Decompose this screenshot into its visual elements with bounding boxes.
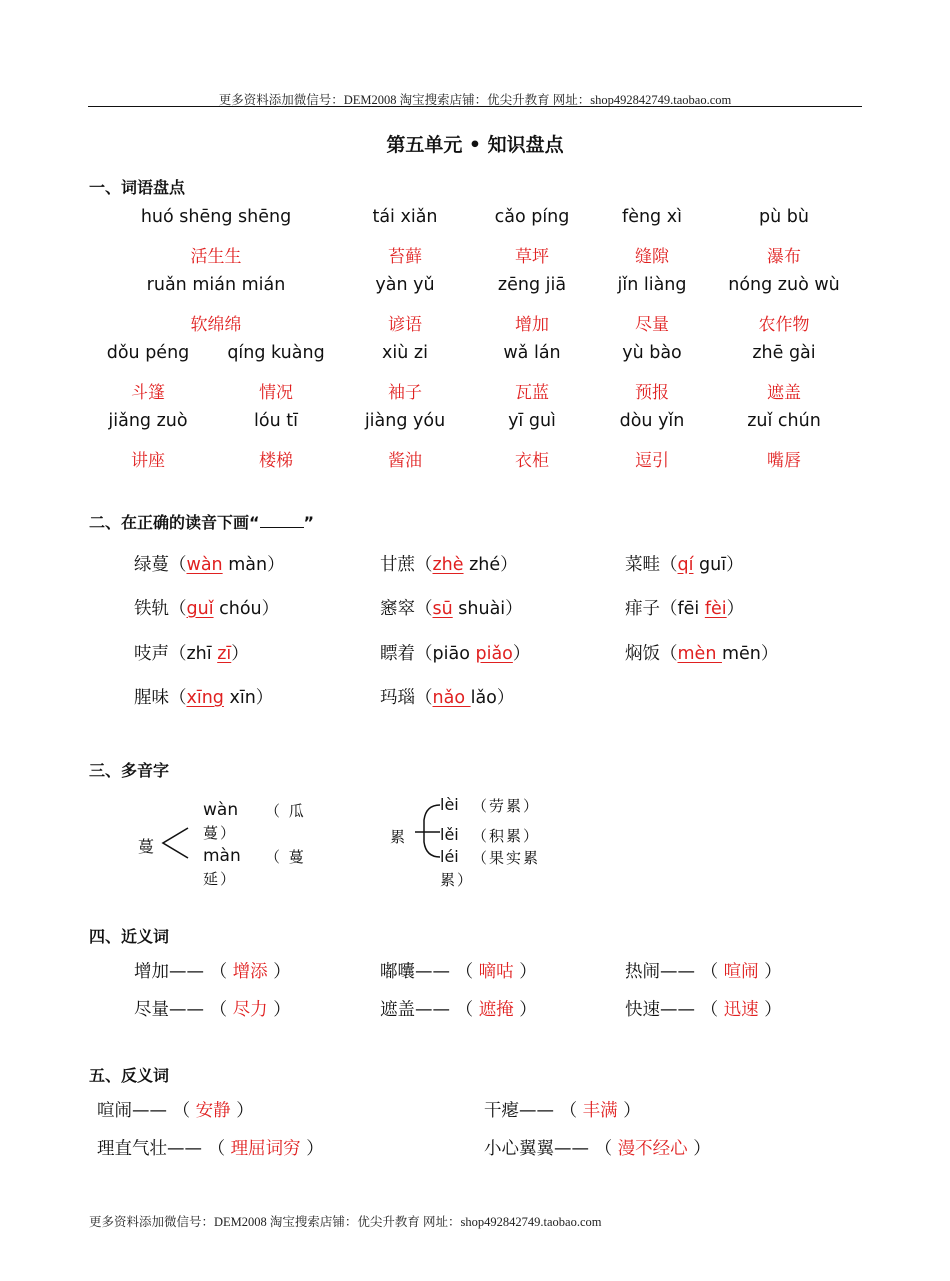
vocab-pinyin: dòu yǐn xyxy=(619,411,685,431)
synonym-word: 增加—— xyxy=(134,962,204,982)
synonym-answer: 嘀咕 xyxy=(478,962,514,982)
vocab-pinyin: huó shēng shēng xyxy=(140,207,292,227)
reading-option: piāo xyxy=(432,644,476,664)
vocab-word: 酱油 xyxy=(388,451,422,471)
reading-word: 菜畦（ xyxy=(625,555,678,575)
reading-item xyxy=(625,595,744,620)
page-header: 更多资料添加微信号：DEM2008 淘宝搜索店铺：优尖升教育 网址：shop492842749.taobao.com xyxy=(218,93,732,107)
reading-option: mēn） xyxy=(721,644,779,664)
vocab-pinyin: jiàng yóu xyxy=(364,411,446,431)
vocab-pinyin: tái xiǎn xyxy=(372,207,438,227)
reading-item xyxy=(380,640,530,665)
vocab-word: 缝隙 xyxy=(635,247,669,267)
antonym-word: 理直气壮—— xyxy=(97,1139,202,1159)
vocab-pinyin: qíng kuàng xyxy=(227,343,325,363)
section-4-title: 四、近义词 xyxy=(89,927,170,946)
vocab-word: 增加 xyxy=(515,315,549,335)
vocab-pinyin: wǎ lán xyxy=(503,343,561,363)
reading-word: 吱声（ xyxy=(134,644,187,664)
vocab-word: 讲座 xyxy=(131,451,165,471)
page-footer: 更多资料添加微信号：DEM2008 淘宝搜索店铺：优尖升教育 网址：shop492842749.taobao.com xyxy=(89,1215,602,1229)
synonym-word: 嘟囔—— xyxy=(380,962,450,982)
reading-option: ） xyxy=(726,599,745,619)
synonym-pair: 遮盖—— （ 遮掩 ） xyxy=(380,1000,537,1020)
vocab-pinyin: dǒu péng xyxy=(106,343,190,363)
synonym-pair: 快速—— （ 迅速 ） xyxy=(625,1000,782,1020)
section-2-title-text: 二、在正确的读音下画“ xyxy=(89,513,260,532)
reading-answer: zī xyxy=(217,644,232,664)
synonym-pair: 增加—— （ 增添 ） xyxy=(134,962,291,982)
section-3-title: 三、多音字 xyxy=(89,761,170,780)
page-title: 第五单元 • 知识盘点 xyxy=(386,134,564,156)
antonym-answer: 安静 xyxy=(195,1101,231,1121)
synonym-word: 尽量—— xyxy=(134,1000,204,1020)
vocab-word: 农作物 xyxy=(758,315,810,335)
polyphone-reading: lěi xyxy=(440,825,459,844)
reading-option: zhī xyxy=(186,644,218,664)
reading-answer: wàn xyxy=(186,555,223,575)
section-2-title xyxy=(89,510,314,533)
antonym-pair: 理直气壮—— （ 理屈词穷 ） xyxy=(97,1139,324,1159)
reading-answer: zhè xyxy=(432,555,464,575)
reading-answer: nǎo xyxy=(432,688,471,708)
reading-item xyxy=(134,595,279,620)
antonym-word: 干瘪—— xyxy=(484,1101,554,1121)
reading-option: ） xyxy=(231,644,249,664)
reading-item xyxy=(134,684,273,709)
underline-blank xyxy=(260,511,304,528)
vocab-pinyin: yàn yǔ xyxy=(375,275,435,295)
antonym-answer: 理屈词穷 xyxy=(230,1139,301,1159)
antonym-answer: 漫不经心 xyxy=(617,1139,688,1159)
synonym-word: 快速—— xyxy=(625,1000,695,1020)
vocab-pinyin: pù bù xyxy=(759,207,809,227)
vocab-pinyin: zuǐ chún xyxy=(747,411,821,431)
polyphone-example: （ 瓜蔓） xyxy=(203,802,306,842)
vocab-pinyin: jǐn liàng xyxy=(617,275,687,295)
polyphone-char: 累 xyxy=(390,828,406,846)
synonym-pair: 嘟囔—— （ 嘀咕 ） xyxy=(380,962,537,982)
vocab-word: 苔藓 xyxy=(388,247,422,267)
reading-answer: sū xyxy=(432,599,453,619)
vocab-word: 谚语 xyxy=(388,315,422,335)
vocab-pinyin: yù bào xyxy=(622,343,682,363)
reading-item xyxy=(134,551,285,576)
section-1-title: 一、词语盘点 xyxy=(89,178,186,197)
reading-option: chóu） xyxy=(213,599,280,619)
polyphone-example: （果实累累） xyxy=(440,849,541,889)
reading-word: 窸窣（ xyxy=(380,599,433,619)
polyphone-reading: wàn xyxy=(203,800,239,820)
polyphone-reading: lèi xyxy=(440,795,459,814)
vocab-word: 草坪 xyxy=(515,247,549,267)
synonym-answer: 增添 xyxy=(232,962,268,982)
vocab-pinyin: nóng zuò wù xyxy=(728,275,840,295)
polyphone-example: （ 蔓延） xyxy=(203,848,306,888)
vocab-pinyin: jiǎng zuò xyxy=(108,411,188,431)
synonym-answer: 迅速 xyxy=(723,1000,759,1020)
vocab-word: 嘴唇 xyxy=(767,451,801,471)
vocab-pinyin: xiù zi xyxy=(382,343,428,363)
branch-bracket xyxy=(412,800,442,862)
reading-option: zhé） xyxy=(463,555,518,575)
reading-option: lǎo） xyxy=(470,688,515,708)
antonym-word: 小心翼翼—— xyxy=(484,1139,589,1159)
antonym-pair: 喧闹—— （ 安静 ） xyxy=(97,1101,254,1121)
reading-item xyxy=(380,595,523,620)
synonym-word: 遮盖—— xyxy=(380,1000,450,1020)
reading-answer: qí xyxy=(677,555,694,575)
vocab-pinyin: ruǎn mián mián xyxy=(146,275,286,295)
vocab-word: 逗引 xyxy=(635,451,669,471)
vocab-pinyin: zēng jiā xyxy=(497,275,567,295)
reading-answer: fèi xyxy=(704,599,727,619)
reading-option: xīn） xyxy=(223,688,274,708)
vocab-word: 尽量 xyxy=(635,315,669,335)
reading-word: 绿蔓（ xyxy=(134,555,187,575)
vocab-pinyin: cǎo píng xyxy=(494,207,570,227)
vocab-word: 衣柜 xyxy=(515,451,549,471)
reading-option: màn） xyxy=(222,555,285,575)
reading-word: 腥味（ xyxy=(134,688,187,708)
vocab-word: 瀑布 xyxy=(767,247,801,267)
branch-bracket xyxy=(160,826,190,860)
vocab-pinyin: zhē gài xyxy=(752,343,816,363)
vocab-pinyin: yī guì xyxy=(508,411,556,431)
reading-word: 焖饭（ xyxy=(625,644,678,664)
vocab-word: 活生生 xyxy=(190,247,242,267)
antonym-word: 喧闹—— xyxy=(97,1101,167,1121)
synonym-pair: 热闹—— （ 喧闹 ） xyxy=(625,962,782,982)
polyphone-reading: màn xyxy=(203,846,241,866)
reading-answer: guǐ xyxy=(186,599,214,619)
antonym-pair: 小心翼翼—— （ 漫不经心 ） xyxy=(484,1139,711,1159)
reading-answer: mèn xyxy=(677,644,722,664)
section-2-title-close: ” xyxy=(303,513,315,532)
reading-option: shuài） xyxy=(452,599,523,619)
reading-word: 铁轨（ xyxy=(134,599,187,619)
reading-answer: xīng xyxy=(186,688,224,708)
vocab-word: 软绵绵 xyxy=(190,315,242,335)
reading-word: 玛瑙（ xyxy=(380,688,433,708)
synonym-answer: 遮掩 xyxy=(478,1000,514,1020)
reading-answer: piǎo xyxy=(475,644,513,664)
reading-item xyxy=(134,640,249,665)
polyphone-example: （积累） xyxy=(472,827,541,845)
vocab-word: 袖子 xyxy=(388,383,422,403)
vocab-pinyin: fèng xì xyxy=(622,207,682,227)
reading-option: fēi xyxy=(677,599,705,619)
reading-option: guī） xyxy=(693,555,744,575)
reading-word: 痱子（ xyxy=(625,599,678,619)
antonym-pair: 干瘪—— （ 丰满 ） xyxy=(484,1101,641,1121)
reading-item xyxy=(625,551,744,576)
vocab-word: 斗篷 xyxy=(131,383,165,403)
reading-item xyxy=(380,551,518,576)
vocab-word: 瓦蓝 xyxy=(515,383,549,403)
reading-word: 瞟着（ xyxy=(380,644,433,664)
polyphone-example: （劳累） xyxy=(472,797,541,815)
polyphone-reading: léi xyxy=(440,847,459,866)
reading-word: 甘蔗（ xyxy=(380,555,433,575)
vocab-word: 情况 xyxy=(259,383,293,403)
synonym-answer: 喧闹 xyxy=(723,962,759,982)
synonym-pair: 尽量—— （ 尽力 ） xyxy=(134,1000,291,1020)
vocab-pinyin: lóu tī xyxy=(254,411,298,431)
section-5-title: 五、反义词 xyxy=(89,1066,170,1085)
antonym-answer: 丰满 xyxy=(582,1101,618,1121)
header-divider xyxy=(88,106,862,107)
polyphone-char: 蔓 xyxy=(138,837,155,856)
synonym-word: 热闹—— xyxy=(625,962,695,982)
reading-item xyxy=(380,684,514,709)
synonym-answer: 尽力 xyxy=(232,1000,268,1020)
vocab-word: 预报 xyxy=(635,383,669,403)
vocab-word: 楼梯 xyxy=(259,451,293,471)
reading-item xyxy=(625,640,778,665)
vocab-word: 遮盖 xyxy=(767,383,801,403)
reading-option: ） xyxy=(512,644,531,664)
